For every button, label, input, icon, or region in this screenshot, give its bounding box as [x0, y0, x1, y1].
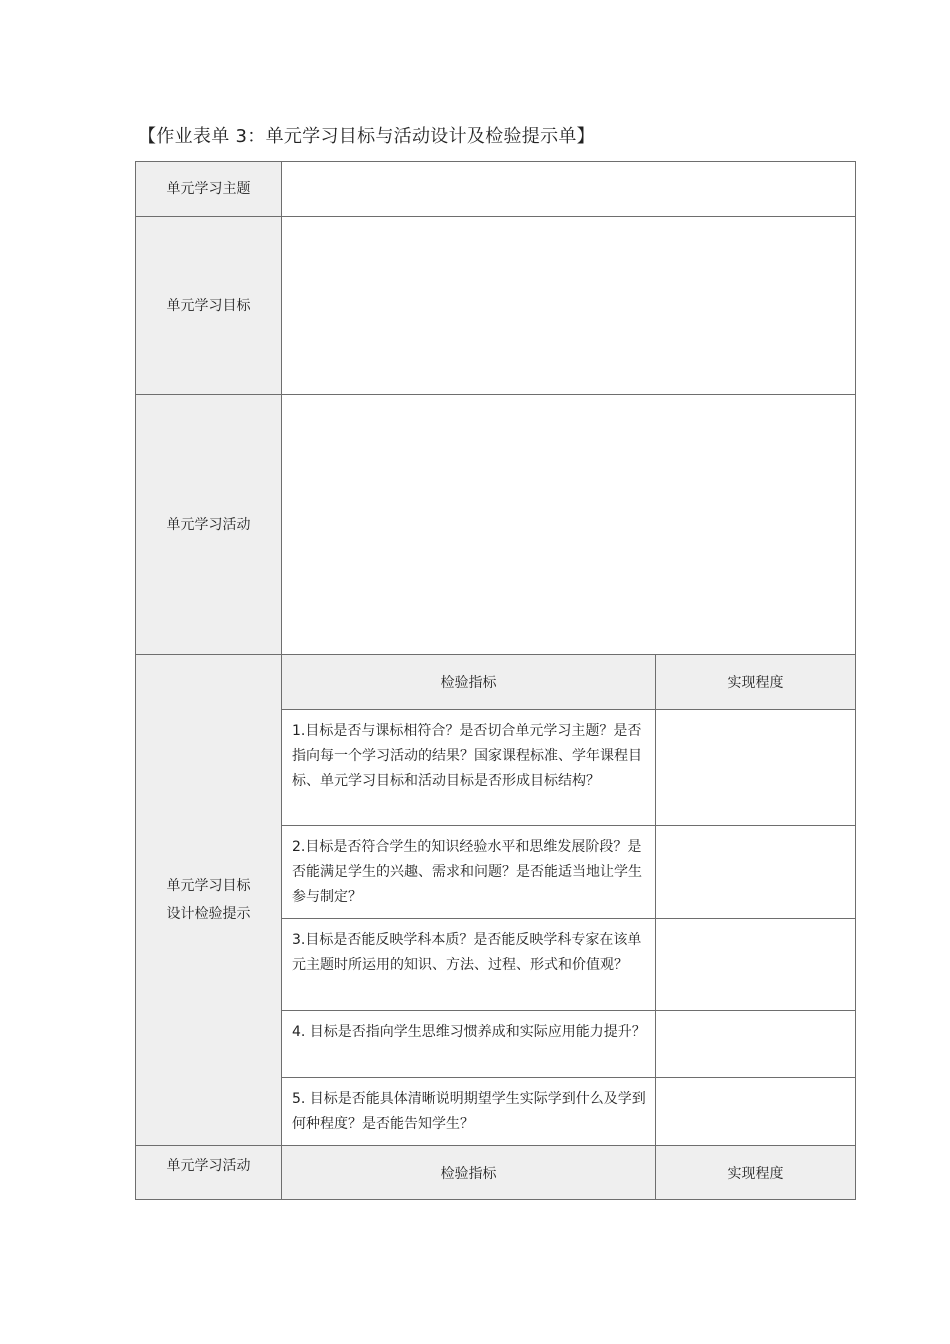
check-item-4: 4. 目标是否指向学生思维习惯养成和实际应用能力提升？: [282, 1011, 656, 1078]
goal-activity-form-table: [135, 161, 856, 1200]
goal-input-cell[interactable]: [282, 217, 856, 395]
activity-indicator-header: 检验指标: [282, 1146, 656, 1200]
check-item-5: 5. 目标是否能具体清晰说明期望学生实际学到什么及学到何种程度？是否能告知学生？: [282, 1078, 656, 1146]
indicator-header: 检验指标: [282, 655, 656, 710]
goal-label: 单元学习目标: [136, 217, 282, 395]
goal-check-label-line2: 设计检验提示: [166, 906, 251, 922]
degree-cell-3[interactable]: [656, 919, 856, 1011]
degree-cell-4[interactable]: [656, 1011, 856, 1078]
theme-label: 单元学习主题: [136, 162, 282, 217]
degree-cell-2[interactable]: [656, 826, 856, 919]
degree-cell-1[interactable]: [656, 710, 856, 826]
form-title: 【作业表单 3：单元学习目标与活动设计及检验提示单】: [138, 126, 595, 147]
degree-header: 实现程度: [656, 655, 856, 710]
activity-label: 单元学习活动: [136, 395, 282, 655]
check-header-row: [136, 655, 856, 710]
activity-input-cell[interactable]: [282, 395, 856, 655]
goal-row: [136, 217, 856, 395]
theme-input-cell[interactable]: [282, 162, 856, 217]
theme-row: [136, 162, 856, 217]
activity-degree-header: 实现程度: [656, 1146, 856, 1200]
activity-row: [136, 395, 856, 655]
goal-check-label-line1: 单元学习目标: [166, 878, 251, 894]
degree-cell-5[interactable]: [656, 1078, 856, 1146]
check-item-2: 2.目标是否符合学生的知识经验水平和思维发展阶段？是否能满足学生的兴趣、需求和问题？是否能适当地让学生参与制定？: [282, 826, 656, 919]
activity-check-header-row: [136, 1146, 856, 1200]
activity-check-label: 单元学习活动: [136, 1146, 282, 1200]
check-item-1: 1.目标是否与课标相符合？是否切合单元学习主题？是否指向每一个学习活动的结果？国家课程标准、学年课程目标、单元学习目标和活动目标是否形成目标结构？: [282, 710, 656, 826]
goal-check-label: [136, 655, 282, 1146]
check-item-3: 3.目标是否能反映学科本质？是否能反映学科专家在该单元主题时所运用的知识、方法、过程、形式和价值观？: [282, 919, 656, 1011]
